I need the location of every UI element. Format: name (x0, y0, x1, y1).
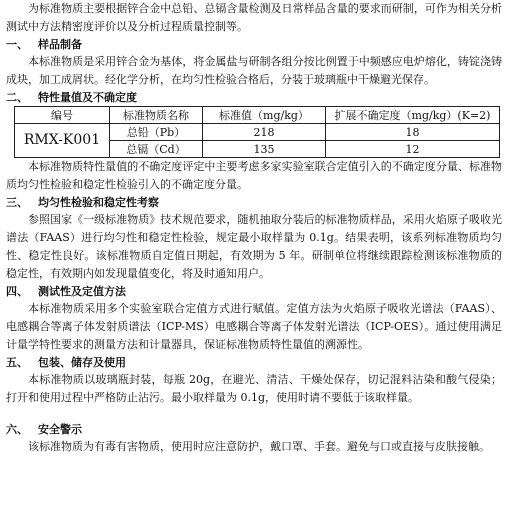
table-header-cell: 标准值（mg/kg） (203, 107, 326, 124)
section-body-5: 本标准物质以玻璃瓶封装，每瓶 20g，在避光、清洁、干燥处保存，切记混料沾染和酸气侵染；打开和使用过程中严格防止沾污。最小取样量为 0.1g，使用时请不要低于该取样量。 (6, 373, 502, 404)
section-title: 样品制备 (38, 38, 82, 51)
table-code-cell: RMX-K001 (15, 124, 110, 158)
section-number: 四、 (6, 285, 28, 298)
section-note-2: 本标准物质特性量值的不确定度评定中主要考虑多家实验室联合定值引入的不确定度分量、标准物质均匀性检验和稳定性检验引入的不确定度分量。 (6, 160, 502, 191)
spec-table (14, 106, 500, 158)
section-title: 安全警示 (38, 423, 82, 436)
section-heading-6 (6, 421, 502, 438)
table-cell: 12 (326, 141, 500, 158)
section-number: 五、 (6, 356, 28, 369)
section-body-1: 本标准物质是采用锌合金为基体，将金属盐与研制各组分按比例置于中频感应电炉熔化，铸锭浇铸成块，加工成屑状。经化学分析，在均匀性检验合格后，分装于玻璃瓶中干燥避光保存。 (6, 55, 502, 86)
table-header-cell: 标准物质名称 (110, 107, 203, 124)
intro-paragraph: 为标准物质主要根据锌合金中总铅、总镉含量检测及日常样品含量的要求而研制，可作为相关分析测试中方法精密度评价以及分析过程质量控制等。 (6, 2, 502, 33)
table-row (15, 124, 500, 141)
table-cell: 总镉（Cd） (110, 141, 203, 158)
section-number: 三、 (6, 196, 28, 209)
table-cell: 18 (326, 124, 500, 141)
section-heading-4 (6, 283, 502, 300)
section-title: 均匀性检验和稳定性考察 (38, 196, 159, 209)
section-heading-3 (6, 194, 502, 211)
section-number: 二、 (6, 91, 28, 104)
section-number: 六、 (6, 423, 28, 436)
table-header-cell: 编号 (15, 107, 110, 124)
table-cell: 135 (203, 141, 326, 158)
section-heading-2 (6, 89, 502, 106)
spacer (6, 407, 502, 421)
table-header-row (15, 107, 500, 124)
section-title: 包装、储存及使用 (38, 356, 126, 369)
section-title: 特性量值及不确定度 (38, 91, 137, 104)
table-cell: 总铅（Pb） (110, 124, 203, 141)
table-cell: 218 (203, 124, 326, 141)
section-heading-5 (6, 354, 502, 371)
section-body-6: 该标准物质为有毒有害物质，使用时应注意防护，戴口罩、手套。避免与口或直接与皮肤接触。 (28, 440, 490, 453)
section-body-3: 参照国家《一级标准物质》技术规范要求，随机抽取分装后的标准物质样品，采用火焰原子吸收光谱法（FAAS）进行均匀性和稳定性检验，规定最小取样量为 0.1g。结果表明，该系列标准物质均匀性、稳定性良好。该标准物质自定值日期起，有效期为 5 年。研制单位将继续跟踪检测该标准物质的稳定性，有效期内如发现量值变化，将及时通知用户。 (6, 213, 502, 280)
section-heading-1 (6, 36, 502, 53)
section-number: 一、 (6, 38, 28, 51)
table-header-cell: 扩展不确定度（mg/kg）(K=2) (326, 107, 500, 124)
section-body-4: 本标准物质采用多个实验室联合定值方式进行赋值。定值方法为火焰原子吸收光谱法（FAAS）、电感耦合等离子体发射质谱法（ICP-MS）电感耦合等离子体发射光谱法（ICP-OES）。通过使用满足计量学特性要求的测量方法和计量器具，保证标准物质特性量值的溯源性。 (6, 302, 502, 351)
section-title: 测试性及定值方法 (38, 285, 126, 298)
